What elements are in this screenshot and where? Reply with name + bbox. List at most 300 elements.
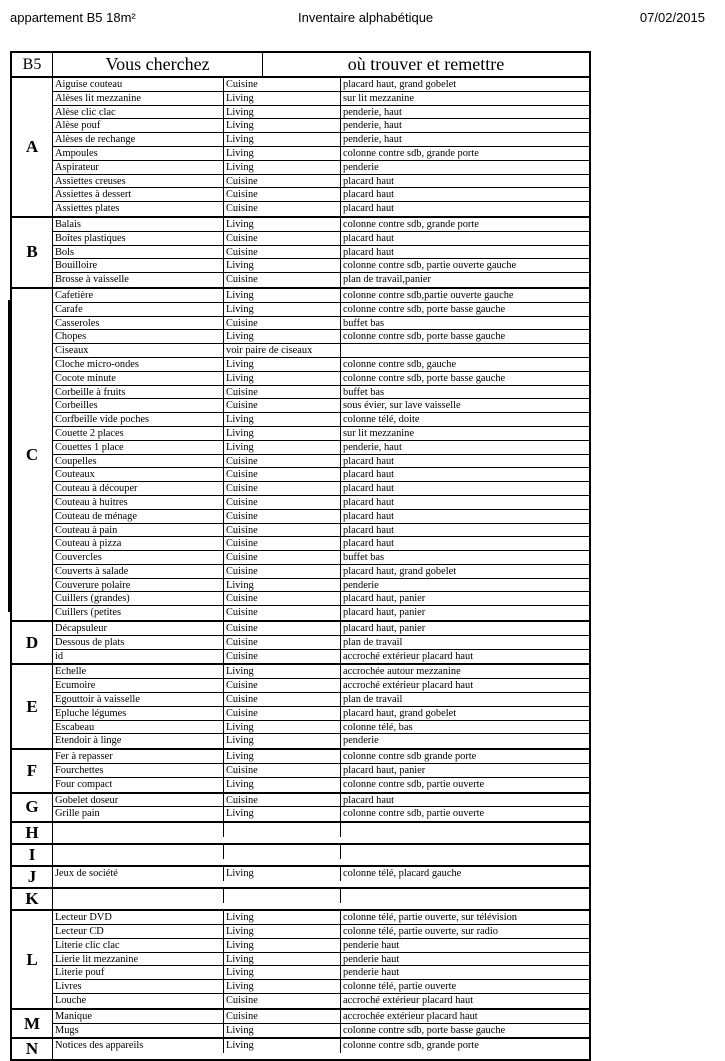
table-row (53, 707, 589, 721)
item-cell: Dessous de plats (53, 636, 224, 649)
room-cell: Cuisine (224, 794, 341, 807)
room-cell: Cuisine (224, 468, 341, 481)
place-cell: colonne contre sdb grande porte (343, 751, 477, 763)
place-cell: penderie, haut (343, 134, 402, 146)
room-cell: Living (224, 106, 341, 119)
item-cell: Couettes 1 place (53, 441, 224, 454)
place-cell: placard haut (343, 246, 395, 258)
place-cell: placard haut, panier (343, 623, 426, 635)
group-letter: L (12, 911, 53, 1008)
item-cell: Assiettes plates (53, 202, 224, 216)
item-cell: Corbeille à fruits (53, 386, 224, 399)
table-row (53, 399, 589, 413)
place-cell: accroché extérieur placard haut (343, 680, 474, 692)
item-cell: Assiettes creuses (53, 175, 224, 188)
room-cell: Living (224, 92, 341, 105)
group-rows (53, 1039, 589, 1059)
place-cell: buffet bas (343, 317, 385, 329)
table-row (53, 317, 589, 331)
place-cell: colonne télé, doite (343, 414, 420, 426)
table-row (53, 636, 589, 650)
room-cell: Living (224, 980, 341, 993)
item-cell: Couverts à salade (53, 565, 224, 578)
room-cell: Living (224, 372, 341, 385)
item-cell: Corfbeille vide poches (53, 413, 224, 426)
room-cell: Cuisine (224, 496, 341, 509)
item-cell: Corbeilles (53, 399, 224, 412)
item-cell: Jeux de société (53, 867, 224, 881)
item-cell: Couteau à découper (53, 482, 224, 495)
header-code: B5 (12, 53, 53, 76)
letter-group-m (12, 1010, 589, 1040)
room-cell: Cuisine (224, 679, 341, 692)
room-cell: Living (224, 925, 341, 938)
room-cell: Living (224, 750, 341, 763)
letter-group-f (12, 750, 589, 793)
table-row (53, 679, 589, 693)
place-cell: colonne contre sdb, partie ouverte (343, 808, 485, 820)
group-rows (53, 289, 589, 620)
letter-group-g (12, 794, 589, 824)
item-cell: Echelle (53, 665, 224, 678)
room-cell: Living (224, 807, 341, 821)
place-cell: penderie (343, 161, 379, 173)
item-cell: Alèse pouf (53, 119, 224, 132)
room-cell: Living (224, 147, 341, 160)
place-cell: placard haut (343, 203, 395, 215)
table-row (53, 953, 589, 967)
table-header-row (12, 53, 589, 78)
letter-group-h (12, 823, 589, 845)
item-cell: Couteau à huitres (53, 496, 224, 509)
place-cell: placard haut (343, 455, 395, 467)
letter-group-d (12, 622, 589, 665)
place-cell: penderie haut (343, 939, 400, 951)
table-row (53, 188, 589, 202)
place-cell: colonne contre sdb, grande porte (343, 218, 479, 230)
item-cell: Cuillers (petites (53, 606, 224, 620)
item-cell: Literie pouf (53, 966, 224, 979)
room-cell: Living (224, 427, 341, 440)
room-cell: Cuisine (224, 537, 341, 550)
group-letter: E (12, 665, 53, 748)
item-cell: Carafe (53, 303, 224, 316)
place-cell: colonne télé, partie ouverte (343, 981, 457, 993)
table-row (53, 650, 589, 664)
room-cell: Cuisine (224, 524, 341, 537)
group-rows (53, 867, 589, 887)
letter-group-k (12, 889, 589, 911)
table-row (53, 925, 589, 939)
item-cell: Ecumoire (53, 679, 224, 692)
item-cell: Epluche légumes (53, 707, 224, 720)
table-row (53, 867, 589, 881)
place-cell: accroché extérieur placard haut (343, 995, 474, 1007)
table-row (53, 510, 589, 524)
place-cell (341, 344, 589, 357)
place-cell: placard haut, panier (343, 593, 426, 605)
item-cell: Ciseaux (53, 344, 224, 357)
table-row (53, 92, 589, 106)
item-cell: id (53, 650, 224, 664)
table-row (53, 413, 589, 427)
item-cell: Fourchettes (53, 764, 224, 777)
group-rows (53, 823, 589, 843)
group-rows (53, 794, 589, 822)
table-row (53, 455, 589, 469)
place-cell: colonne contre sdb, grande porte (343, 1040, 479, 1052)
group-letter: H (12, 823, 53, 843)
table-row (53, 133, 589, 147)
table-row (53, 259, 589, 273)
table-row (53, 794, 589, 808)
item-cell: Coupelles (53, 455, 224, 468)
table-row (53, 750, 589, 764)
group-letter: G (12, 794, 53, 822)
item-cell: Egouttoir à vaisselle (53, 693, 224, 706)
item-cell: Cuillers (grandes) (53, 592, 224, 605)
group-rows (53, 78, 589, 216)
item-cell: Alèses lit mezzanine (53, 92, 224, 105)
table-row (53, 592, 589, 606)
place-cell: sur lit mezzanine (343, 427, 414, 439)
place-cell: placard haut (343, 189, 395, 201)
item-cell: Etendoir à linge (53, 734, 224, 748)
place-cell: accroché extérieur placard haut (343, 650, 474, 662)
room-cell (224, 845, 341, 859)
place-cell: plan de travail (343, 636, 403, 648)
room-cell: Cuisine (224, 707, 341, 720)
room-cell: Living (224, 911, 341, 924)
group-rows (53, 911, 589, 1008)
place-cell: placard haut (343, 794, 395, 806)
place-cell: penderie, haut (343, 106, 402, 118)
room-cell: Cuisine (224, 175, 341, 188)
item-cell: Casseroles (53, 317, 224, 330)
room-cell: Cuisine (224, 592, 341, 605)
item-cell: Lecteur DVD (53, 911, 224, 924)
item-cell: Grille pain (53, 807, 224, 821)
room-cell: Cuisine (224, 78, 341, 91)
place-cell: penderie (343, 579, 379, 591)
place-cell (341, 823, 589, 837)
header-location: où trouver et remettre (347, 54, 505, 74)
room-cell: Cuisine (224, 650, 341, 664)
group-rows (53, 218, 589, 287)
room-cell: Cuisine (224, 606, 341, 620)
room-cell: Living (224, 133, 341, 146)
table-row (53, 482, 589, 496)
table-row (53, 106, 589, 120)
room-cell: Cuisine (224, 273, 341, 287)
group-letter: M (12, 1010, 53, 1038)
item-cell: Livres (53, 980, 224, 993)
group-letter: I (12, 845, 53, 865)
table-row (53, 565, 589, 579)
item-cell: Couteau de ménage (53, 510, 224, 523)
place-cell: colonne contre sdb, porte basse gauche (343, 331, 506, 343)
room-cell: Cuisine (224, 764, 341, 777)
place-cell: plan de travail (343, 694, 403, 706)
place-cell: penderie (343, 735, 379, 747)
room-cell: Cuisine (224, 188, 341, 201)
item-cell: Boîtes plastiques (53, 232, 224, 245)
group-rows (53, 750, 589, 791)
table-row (53, 1039, 589, 1053)
place-cell: sous évier, sur lave vaisselle (343, 400, 461, 412)
room-cell: Living (224, 665, 341, 678)
item-cell: Couvercles (53, 551, 224, 564)
item-cell: Gobelet doseur (53, 794, 224, 807)
item-cell: Four compact (53, 778, 224, 792)
table-row (53, 358, 589, 372)
table-row (53, 622, 589, 636)
item-cell: Mugs (53, 1024, 224, 1038)
item-cell: Aspirateur (53, 161, 224, 174)
letter-group-c (12, 289, 589, 622)
group-letter: A (12, 78, 53, 216)
item-cell: Cocote minute (53, 372, 224, 385)
place-cell: placard haut, grand gobelet (343, 707, 457, 719)
room-cell: Living (224, 413, 341, 426)
room-cell: Living (224, 939, 341, 952)
table-row (53, 939, 589, 953)
place-cell: placard haut (343, 510, 395, 522)
place-cell: sur lit mezzanine (343, 92, 414, 104)
page-header (10, 10, 705, 30)
item-cell: Fer à repasser (53, 750, 224, 763)
item-cell: Décapsuleur (53, 622, 224, 635)
room-cell: Living (224, 953, 341, 966)
header-title: Inventaire alphabétique (298, 10, 434, 25)
place-cell: colonne contre sdb,partie ouverte gauche (343, 289, 514, 301)
room-cell: Living (224, 579, 341, 592)
room-cell: Living (224, 289, 341, 302)
room-cell: Cuisine (224, 551, 341, 564)
header-date: 07/02/2015 (639, 10, 705, 25)
room-cell: Cuisine (224, 994, 341, 1008)
place-cell: colonne contre sdb, gauche (343, 358, 457, 370)
item-cell: Alèses de rechange (53, 133, 224, 146)
table-row (53, 330, 589, 344)
room-cell: Cuisine (224, 317, 341, 330)
table-row (53, 551, 589, 565)
item-cell: Literie clic clac (53, 939, 224, 952)
table-row (53, 606, 589, 620)
place-cell: colonne contre sdb, porte basse gauche (343, 372, 506, 384)
room-cell: Living (224, 330, 341, 343)
item-cell: Cafetière (53, 289, 224, 302)
group-rows (53, 845, 589, 865)
place-cell: placard haut (343, 175, 395, 187)
table-row (53, 1010, 589, 1024)
item-cell: Couette 2 places (53, 427, 224, 440)
item-cell: Bouilloire (53, 259, 224, 272)
place-cell: colonne télé, placard gauche (343, 868, 462, 880)
place-cell (341, 889, 589, 903)
item-cell: Manique (53, 1010, 224, 1023)
table-body (12, 78, 589, 1061)
item-cell: Louche (53, 994, 224, 1008)
place-cell: placard haut, grand gobelet (343, 565, 457, 577)
room-cell: Living (224, 1039, 341, 1053)
table-row (53, 579, 589, 593)
place-cell: accrochée autour mezzanine (343, 666, 461, 678)
place-cell: placard haut (343, 469, 395, 481)
item-cell: Bols (53, 246, 224, 259)
table-row (53, 524, 589, 538)
header-item: Vous cherchez (53, 53, 263, 76)
group-letter: B (12, 218, 53, 287)
item-cell: Aiguise couteau (53, 78, 224, 91)
place-cell: penderie haut (343, 967, 400, 979)
place-cell: plan de travail,panier (343, 274, 431, 286)
table-row (53, 147, 589, 161)
place-cell: placard haut (343, 538, 395, 550)
room-cell: Cuisine (224, 636, 341, 649)
item-cell: Lecteur CD (53, 925, 224, 938)
letter-group-e (12, 665, 589, 750)
table-row (53, 303, 589, 317)
table-row (53, 386, 589, 400)
room-cell: Living (224, 966, 341, 979)
room-cell (224, 823, 341, 837)
table-row (53, 764, 589, 778)
room-cell: Living (224, 119, 341, 132)
table-row (53, 537, 589, 551)
room-cell: Cuisine (224, 565, 341, 578)
group-rows (53, 665, 589, 748)
table-row (53, 441, 589, 455)
letter-group-j (12, 867, 589, 889)
table-row (53, 823, 589, 837)
place-cell: placard haut (343, 524, 395, 536)
room-cell: Living (224, 721, 341, 734)
room-cell: Living (224, 358, 341, 371)
group-letter: C (12, 289, 53, 620)
place-cell (341, 845, 589, 859)
letter-group-i (12, 845, 589, 867)
table-row (53, 119, 589, 133)
room-cell: Cuisine (224, 202, 341, 216)
item-cell: Lierie lit mezzanine (53, 953, 224, 966)
item-cell: Balais (53, 218, 224, 231)
table-row (53, 693, 589, 707)
place-cell: accrochée extérieur placard haut (343, 1010, 478, 1022)
room-cell: Living (224, 1024, 341, 1038)
room-cell: Cuisine (224, 399, 341, 412)
place-cell: placard haut, grand gobelet (343, 79, 457, 90)
place-cell: placard haut (343, 483, 395, 495)
table-row (53, 78, 589, 92)
letter-group-l (12, 911, 589, 1010)
place-cell: colonne contre sdb, partie ouverte (343, 778, 485, 790)
table-row (53, 496, 589, 510)
table-row (53, 911, 589, 925)
room-cell: Living (224, 259, 341, 272)
letter-group-b (12, 218, 589, 289)
table-row (53, 665, 589, 679)
room-cell: Living (224, 218, 341, 231)
item-cell: Couverure polaire (53, 579, 224, 592)
table-row (53, 734, 589, 748)
item-cell: Ampoules (53, 147, 224, 160)
group-rows (53, 889, 589, 909)
table-row (53, 246, 589, 260)
table-row (53, 232, 589, 246)
room-cell: Cuisine (224, 693, 341, 706)
table-row (53, 218, 589, 232)
place-cell: colonne télé, bas (343, 721, 413, 733)
room-cell (224, 889, 341, 903)
item-cell (53, 845, 224, 859)
letter-group-n (12, 1039, 589, 1061)
room-cell: Living (224, 867, 341, 881)
inventory-table (10, 51, 591, 1061)
item-cell: Cloche micro-ondes (53, 358, 224, 371)
room-cell: Cuisine (224, 1010, 341, 1023)
item-cell: Chopes (53, 330, 224, 343)
place-cell: penderie haut (343, 953, 400, 965)
group-letter: N (12, 1039, 53, 1059)
table-row (53, 994, 589, 1008)
item-cell: Escabeau (53, 721, 224, 734)
place-cell: placard haut (343, 496, 395, 508)
header-apartment: appartement B5 18m² (10, 10, 136, 25)
item-cell (53, 823, 224, 837)
letter-group-a (12, 78, 589, 218)
room-cell: voir paire de ciseaux (224, 344, 341, 357)
place-cell: colonne télé, partie ouverte, sur radio (343, 926, 498, 938)
table-row (53, 273, 589, 287)
item-cell: Couteaux (53, 468, 224, 481)
room-cell: Cuisine (224, 482, 341, 495)
place-cell: penderie, haut (343, 441, 402, 453)
table-row (53, 427, 589, 441)
room-cell: Cuisine (224, 386, 341, 399)
group-rows (53, 622, 589, 663)
table-row (53, 807, 589, 821)
room-cell: Cuisine (224, 510, 341, 523)
place-cell: placard haut (343, 232, 395, 244)
group-letter: K (12, 889, 53, 909)
group-letter: F (12, 750, 53, 791)
room-cell: Cuisine (224, 622, 341, 635)
table-row (53, 175, 589, 189)
item-cell (53, 889, 224, 903)
table-row (53, 845, 589, 859)
group-letter: D (12, 622, 53, 663)
place-cell: colonne contre sdb, porte basse gauche (343, 1024, 506, 1036)
table-row (53, 721, 589, 735)
place-cell: placard haut, panier (343, 607, 426, 619)
table-row (53, 1024, 589, 1038)
table-row (53, 161, 589, 175)
table-row (53, 202, 589, 216)
table-row (53, 980, 589, 994)
place-cell: buffet bas (343, 552, 385, 564)
group-letter: J (12, 867, 53, 887)
room-cell: Living (224, 778, 341, 792)
table-row (53, 966, 589, 980)
item-cell: Assiettes à dessert (53, 188, 224, 201)
table-row (53, 889, 589, 903)
place-cell: colonne contre sdb, partie ouverte gauche (343, 260, 517, 272)
room-cell: Cuisine (224, 246, 341, 259)
place-cell: colonne contre sdb, porte basse gauche (343, 303, 506, 315)
table-row (53, 289, 589, 303)
place-cell: colonne télé, partie ouverte, sur télévision (343, 912, 517, 924)
